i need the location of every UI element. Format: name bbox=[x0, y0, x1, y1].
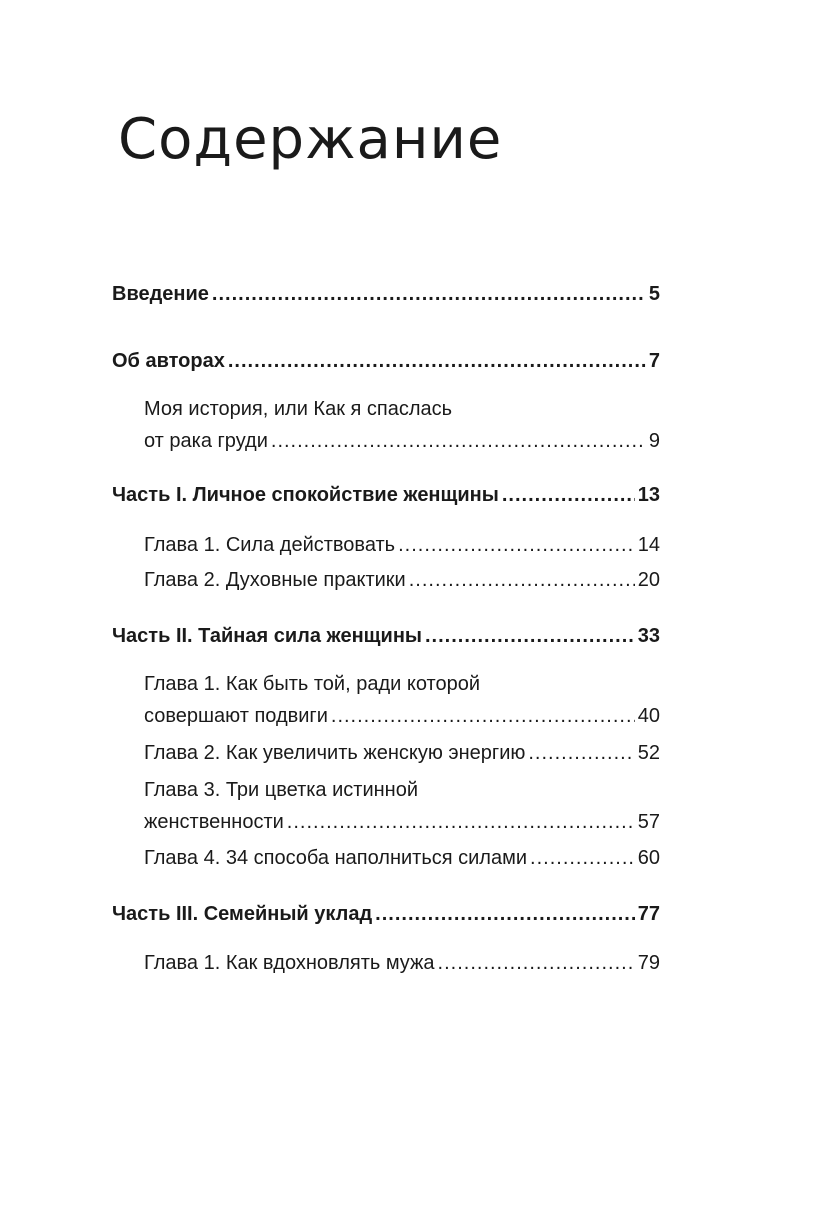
toc-entry-label: от рака груди bbox=[144, 430, 268, 452]
toc-entry-p2-ch2[interactable] bbox=[144, 741, 660, 765]
toc-entry-page: 20 bbox=[637, 569, 660, 591]
toc-entry-page: 9 bbox=[648, 430, 660, 452]
leader-dots bbox=[438, 951, 635, 975]
toc-entry-page: 13 bbox=[637, 484, 660, 506]
toc-entry-page: 14 bbox=[637, 534, 660, 556]
leader-dots bbox=[331, 704, 635, 728]
toc-entry-label: Глава 1. Как вдохновлять мужа bbox=[144, 952, 435, 974]
toc-entry-part1[interactable] bbox=[112, 483, 660, 507]
toc-entry-my-story[interactable] bbox=[144, 429, 660, 453]
toc-entry-p2-ch4[interactable] bbox=[144, 846, 660, 870]
toc-entry-page: 40 bbox=[637, 705, 660, 727]
toc-entry-p1-ch2[interactable] bbox=[144, 568, 660, 592]
toc-entry-label: Об авторах bbox=[112, 350, 225, 372]
toc-entry-page: 33 bbox=[637, 625, 660, 647]
toc-entry-label: Глава 4. 34 способа наполниться силами bbox=[144, 847, 528, 869]
toc-entry-page: 7 bbox=[648, 350, 660, 372]
leader-dots bbox=[502, 483, 635, 507]
toc-entry-p2-ch1[interactable] bbox=[144, 704, 660, 728]
toc-entry-page: 77 bbox=[637, 903, 660, 925]
toc-entry-part2[interactable] bbox=[112, 624, 660, 648]
leader-dots bbox=[409, 568, 635, 592]
page-title: Содержание bbox=[118, 107, 503, 172]
toc-entry-label: Глава 1. Сила действовать bbox=[144, 534, 396, 556]
toc-entry-p2-ch1-line1[interactable]: Глава 1. Как быть той, ради которой bbox=[144, 673, 480, 695]
toc-entry-label: женственности bbox=[144, 811, 284, 833]
table-of-contents bbox=[112, 0, 660, 1211]
toc-entry-authors[interactable] bbox=[112, 349, 660, 373]
toc-entry-page: 52 bbox=[637, 742, 660, 764]
leader-dots bbox=[228, 349, 646, 373]
toc-entry-my-story-line1[interactable]: Моя история, или Как я спаслась bbox=[144, 398, 453, 420]
toc-entry-label: Глава 2. Духовные практики bbox=[144, 569, 406, 591]
leader-dots bbox=[528, 741, 634, 765]
toc-entry-label: совершают подвиги bbox=[144, 705, 328, 727]
toc-entry-p3-ch1[interactable] bbox=[144, 951, 660, 975]
leader-dots bbox=[425, 624, 635, 648]
toc-entry-p1-ch1[interactable] bbox=[144, 533, 660, 557]
leader-dots bbox=[212, 282, 646, 306]
leader-dots bbox=[398, 533, 635, 557]
toc-entry-label: Глава 2. Как увеличить женскую энергию bbox=[144, 742, 526, 764]
toc-entry-page: 60 bbox=[637, 847, 660, 869]
toc-entry-p2-ch3[interactable] bbox=[144, 810, 660, 834]
toc-entry-intro[interactable] bbox=[112, 282, 660, 306]
leader-dots bbox=[530, 846, 635, 870]
toc-entry-page: 57 bbox=[637, 811, 660, 833]
toc-entry-label: Часть II. Тайная сила женщины bbox=[112, 625, 422, 647]
toc-entry-label: Введение bbox=[112, 283, 209, 305]
toc-entry-p2-ch3-line1[interactable]: Глава 3. Три цветка истинной bbox=[144, 779, 418, 801]
toc-entry-label: Часть III. Семейный уклад bbox=[112, 903, 373, 925]
leader-dots bbox=[287, 810, 635, 834]
toc-entry-page: 79 bbox=[637, 952, 660, 974]
leader-dots bbox=[271, 429, 646, 453]
leader-dots bbox=[375, 902, 635, 926]
toc-entry-label: Часть I. Личное спокойствие женщины bbox=[112, 484, 499, 506]
toc-entry-part3[interactable] bbox=[112, 902, 660, 926]
toc-entry-page: 5 bbox=[648, 283, 660, 305]
